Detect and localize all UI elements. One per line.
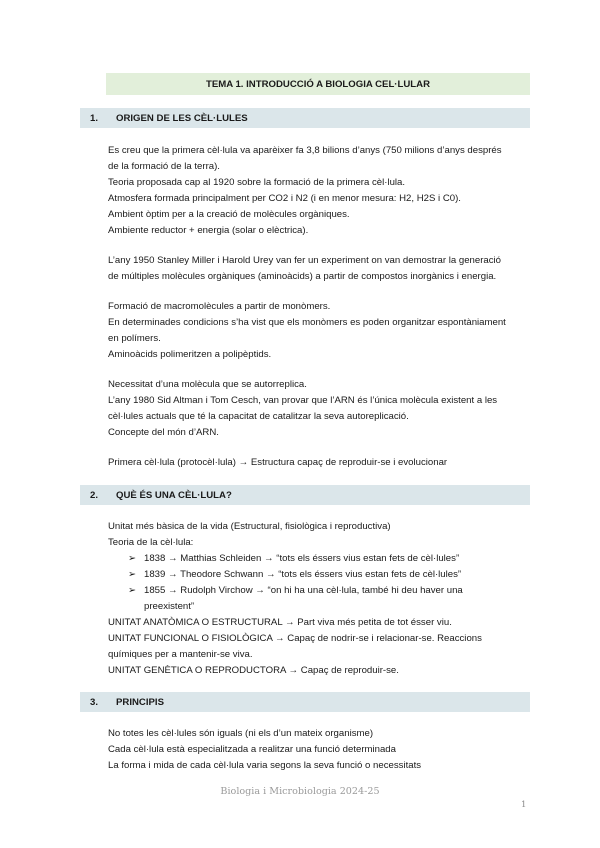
section-1-line: Atmosfera formada principalment per CO2 i N2 (i en menor mesura: H2, H2S i C0).: [108, 193, 461, 204]
section-1-line: L’any 1980 Sid Altman i Tom Cesch, van provar que l’ARN és l’única molècula existent a les: [108, 395, 498, 406]
bullet-item: [128, 585, 463, 597]
bullet-item: [128, 553, 459, 565]
section-1-line: de múltiples molècules orgàniques (aminoàcids) a partir de compostos inorgànics i energia.: [108, 271, 497, 282]
section-1-line: En determinades condicions s’ha vist que els monòmers es poden organitzar espontàniament: [108, 317, 506, 328]
page-footer: Biologia i Microbiologia 2024-25: [220, 786, 380, 797]
section-1-line: Concepte del món d’ARN.: [108, 427, 219, 438]
section-1-line: Formació de macromolècules a partir de monòmers.: [108, 301, 331, 312]
bullet-arrow-icon: ➢: [128, 553, 137, 564]
bullet-continuation: preexistent”: [144, 601, 195, 612]
section-1-heading: ORIGEN DE LES CÈL·LULES: [116, 112, 248, 124]
section-1-line: Primera cèl·lula (protocèl·lula) → Estructura capaç de reproduir-se i evolucionar: [108, 457, 448, 468]
section-3-line: La forma i mida de cada cèl·lula varia segons la seva funció o necessitats: [108, 760, 422, 771]
page-number: 1: [521, 800, 527, 810]
section-3-header: [80, 692, 530, 712]
section-2-line: UNITAT ANATÒMICA O ESTRUCTURAL → Part viva més petita de tot ésser viu.: [108, 617, 452, 628]
section-2-line: UNITAT GENÈTICA O REPRODUCTORA → Capaç de reproduir-se.: [108, 665, 399, 676]
section-2-line: químiques per a mantenir-se viva.: [108, 649, 253, 660]
section-2-number: 2.: [90, 489, 99, 501]
section-3-number: 3.: [90, 696, 99, 708]
bullet-arrow-icon: ➢: [128, 569, 137, 580]
section-1-line: Necessitat d’una molècula que se autorreplica.: [108, 379, 307, 390]
section-1-number: 1.: [90, 112, 99, 124]
section-1-header: [80, 108, 530, 128]
document-title: TEMA 1. INTRODUCCIÓ A BIOLOGIA CEL·LULAR: [106, 73, 530, 95]
section-1-line: Aminoàcids polimeritzen a polipèptids.: [108, 349, 272, 360]
bullet-text: 1838 → Matthias Schleiden → “tots els éssers vius estan fets de cèl·lules”: [144, 553, 460, 564]
section-1-line: Es creu que la primera cèl·lula va aparèixer fa 3,8 bilions d’anys (750 milions d’anys després: [108, 145, 502, 156]
section-2-line: UNITAT FUNCIONAL O FISIOLÒGICA → Capaç de nodrir-se i relacionar-se. Reaccions: [108, 633, 482, 644]
section-1-line: Ambient òptim per a la creació de molècules orgàniques.: [108, 209, 350, 220]
section-2-header: [80, 485, 530, 505]
section-2-heading: QUÈ ÉS UNA CÈL·LULA?: [116, 489, 232, 501]
bullet-text: 1855 → Rudolph Virchow → “on hi ha una cèl·lula, també hi deu haver una: [144, 585, 463, 596]
section-2-intro-line: Unitat més bàsica de la vida (Estructural, fisiològica i reproductiva): [108, 521, 391, 532]
bullet-arrow-icon: ➢: [128, 585, 137, 596]
section-1-line: Ambiente reductor + energia (solar o elèctrica).: [108, 225, 309, 236]
section-1-line: L’any 1950 Stanley Miller i Harold Urey van fer un experiment on van demostrar la generació: [108, 255, 502, 266]
section-2-intro-line: Teoria de la cèl·lula:: [108, 537, 194, 548]
section-1-line: en polímers.: [108, 333, 161, 344]
bullet-text: 1839 → Theodore Schwann → “tots els éssers vius estan fets de cèl·lules”: [144, 569, 462, 580]
section-1-line: de la formació de la terra).: [108, 161, 220, 172]
section-3-heading: PRINCIPIS: [116, 696, 164, 708]
section-1-line: Teoria proposada cap al 1920 sobre la formació de la primera cèl·lula.: [108, 177, 406, 188]
section-3-line: No totes les cèl·lules són iguals (ni els d’un mateix organisme): [108, 728, 374, 739]
section-1-line: cèl·lules actuals que té la capacitat de catalitzar la seva autoreplicació.: [108, 411, 409, 422]
section-3-line: Cada cèl·lula està especialitzada a realitzar una funció determinada: [108, 744, 396, 755]
bullet-item: [128, 569, 461, 581]
